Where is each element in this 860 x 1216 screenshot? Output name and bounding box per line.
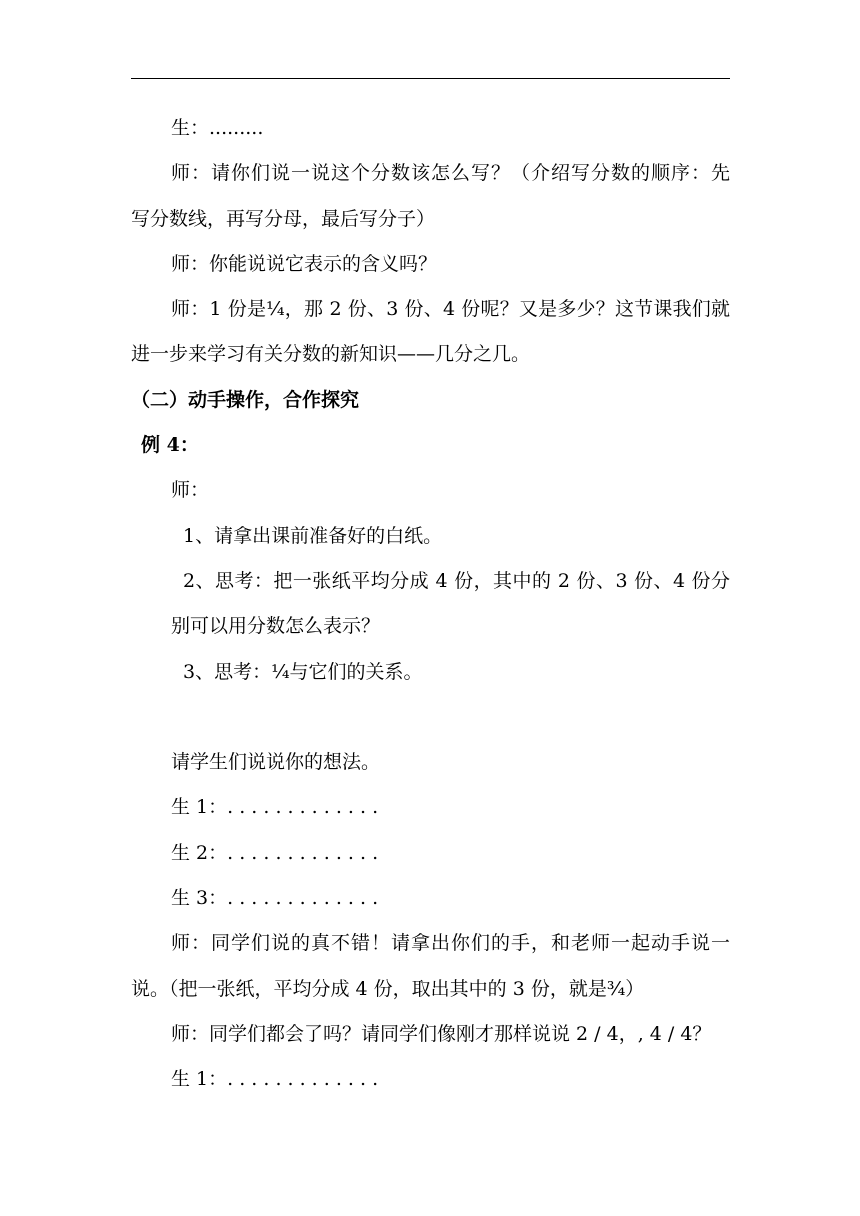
student-line: 生 1：. . . . . . . . . . . . . [171,1068,379,1091]
list-item: 2、思考：把一张纸平均分成 4 份，其中的 2 份、3 份、4 份分 [183,569,730,592]
student-line: 生 2：. . . . . . . . . . . . . [171,841,379,864]
list-item: 1、请拿出课前准备好的白纸。 [183,524,443,547]
list-item: 3、思考：¼与它们的关系。 [183,660,423,683]
student-line: 生 3：. . . . . . . . . . . . . [171,887,379,910]
teacher-line: 请学生们说说你的想法。 [171,751,381,774]
teacher-line: 师：1 份是¼，那 2 份、3 份、4 份呢？又是多少？这节课我们就 [171,298,730,321]
teacher-line: 师： [171,479,210,502]
document-body [131,106,730,1103]
student-line: 生 1：. . . . . . . . . . . . . [171,796,379,819]
example-heading: 例 4： [141,434,199,457]
teacher-line: 师：你能说说它表示的含义吗？ [171,252,438,275]
teacher-line-cont: 说。（把一张纸，平均分成 4 份，取出其中的 3 份，就是¾） [131,977,645,1000]
teacher-line-cont: 写分数线，再写分母，最后写分子） [131,207,436,230]
student-line: 生：......... [171,117,264,139]
teacher-line: 师：同学们说的真不错！请拿出你们的手，和老师一起动手说一 [171,932,730,955]
section-heading: （二）动手操作，合作探究 [131,388,360,411]
list-item-cont: 别可以用分数怎么表示？ [171,615,381,638]
blank-line [131,695,730,740]
teacher-line: 师：请你们说一说这个分数该怎么写？（介绍写分数的顺序：先 [171,162,730,185]
header-rule [131,78,730,79]
teacher-line-cont: 进一步来学习有关分数的新知识——几分之几。 [131,343,531,366]
teacher-line: 师：同学们都会了吗？请同学们像刚才那样说说 2 / 4，, 4 / 4？ [171,1022,712,1045]
